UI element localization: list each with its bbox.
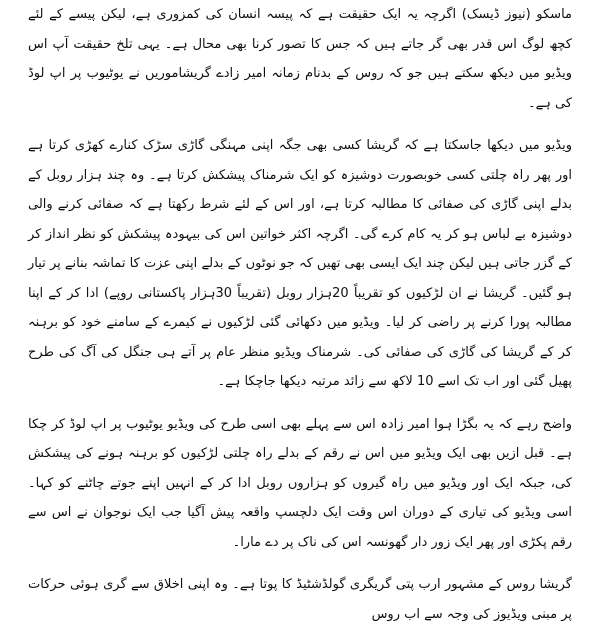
article-paragraph-video-description: ویڈیو میں دیکھا جاسکتا ہے کہ گریشا کسی بھی جگہ اپنی مہنگی گاڑی سڑک کنارے کھڑی کرتا ہے اور پھر راہ چلتی کسی خوبصورت دوشیزہ کو ایک شرمناک پیشکش کرتا ہے۔ وہ چند ہزار روبل کے بدلے اپنی گاڑی کی صفائی کا مطالبہ کرتا ہے، اور اس کے لئے شرط رکھتا ہے کہ صفائی کرنے والی دوشیزہ بے لباس ہو کر یہ کام کرے گی۔ اگرچہ اکثر خواتین اس کی بیہودہ پیشکش کو نظر انداز کر کے گزر جاتی ہیں لیکن چند ایک ایسی بھی تھیں کہ جو نوٹوں کے بدلے اپنی عزت کا تماشہ بنانے پر تیار ہو گئیں۔ گریشا نے ان لڑکیوں کو تقریباً 20ہزار روبل (تقریباً 30ہزار پاکستانی روپے) ادا کر کے اپنا مطالبہ پورا کرنے پر راضی کر لیا۔ ویڈیو میں دکھائی گئی لڑکیوں نے کیمرے کے سامنے خود کو برہنہ کر کے گریشا کی گاڑی کی صفائی کی۔ شرمناک ویڈیو منظر عام پر آتے ہی جنگل کی آگ کی طرح پھیل گئی اور اب تک اسے 10 لاکھ سے زائد مرتبہ دیکھا جاچکا ہے۔ [28,138,572,389]
article-paragraph-background: گریشا روس کے مشہور ارب پتی گریگری گولڈشٹیڈ کا پوتا ہے۔ وہ اپنی اخلاق سے گری ہوئی حرکات پر مبنی ویڈیوز کی وجہ سے اب روس [28,577,572,622]
article-paragraph-intro: ماسکو (نیوز ڈیسک) اگرچہ یہ ایک حقیقت ہے کہ پیسہ انسان کی کمزوری ہے، لیکن پیسے کے لئے کچھ لوگ اس قدر بھی گر جاتے ہیں کہ جس کا تصور کرنا بھی محال ہے۔ یہی تلخ حقیقت آپ اس ویڈیو میں دیکھ سکتے ہیں جو کہ روس کے بدنام زمانہ امیر زادے گریشاموریں نے یوٹیوب پر اپ لوڈ کی ہے۔ [28,7,572,111]
article-body [28,0,572,642]
article-paragraph-previous-videos: واضح رہے کہ یہ بگڑا ہوا امیر زادہ اس سے پہلے بھی اسی طرح کی ویڈیو یوٹیوب پر اپ لوڈ کر چکا ہے۔ قبل ازیں بھی ایک ویڈیو میں اس نے رقم کے بدلے راہ چلتی لڑکیوں کو برہنہ ہونے کی پیشکش کی، جبکہ ایک اور ویڈیو میں راہ گیروں کو ہزاروں روبل ادا کر کے انہیں اپنے جوتے چاٹنے کو کہا۔ اسی ویڈیو کی تیاری کے دوران اس وقت ایک دلچسپ واقعہ پیش آگیا جب ایک نوجوان نے اس سے رقم پکڑی اور پھر ایک زور دار گھونسہ اس کی ناک پر دے مارا۔ [28,416,572,550]
